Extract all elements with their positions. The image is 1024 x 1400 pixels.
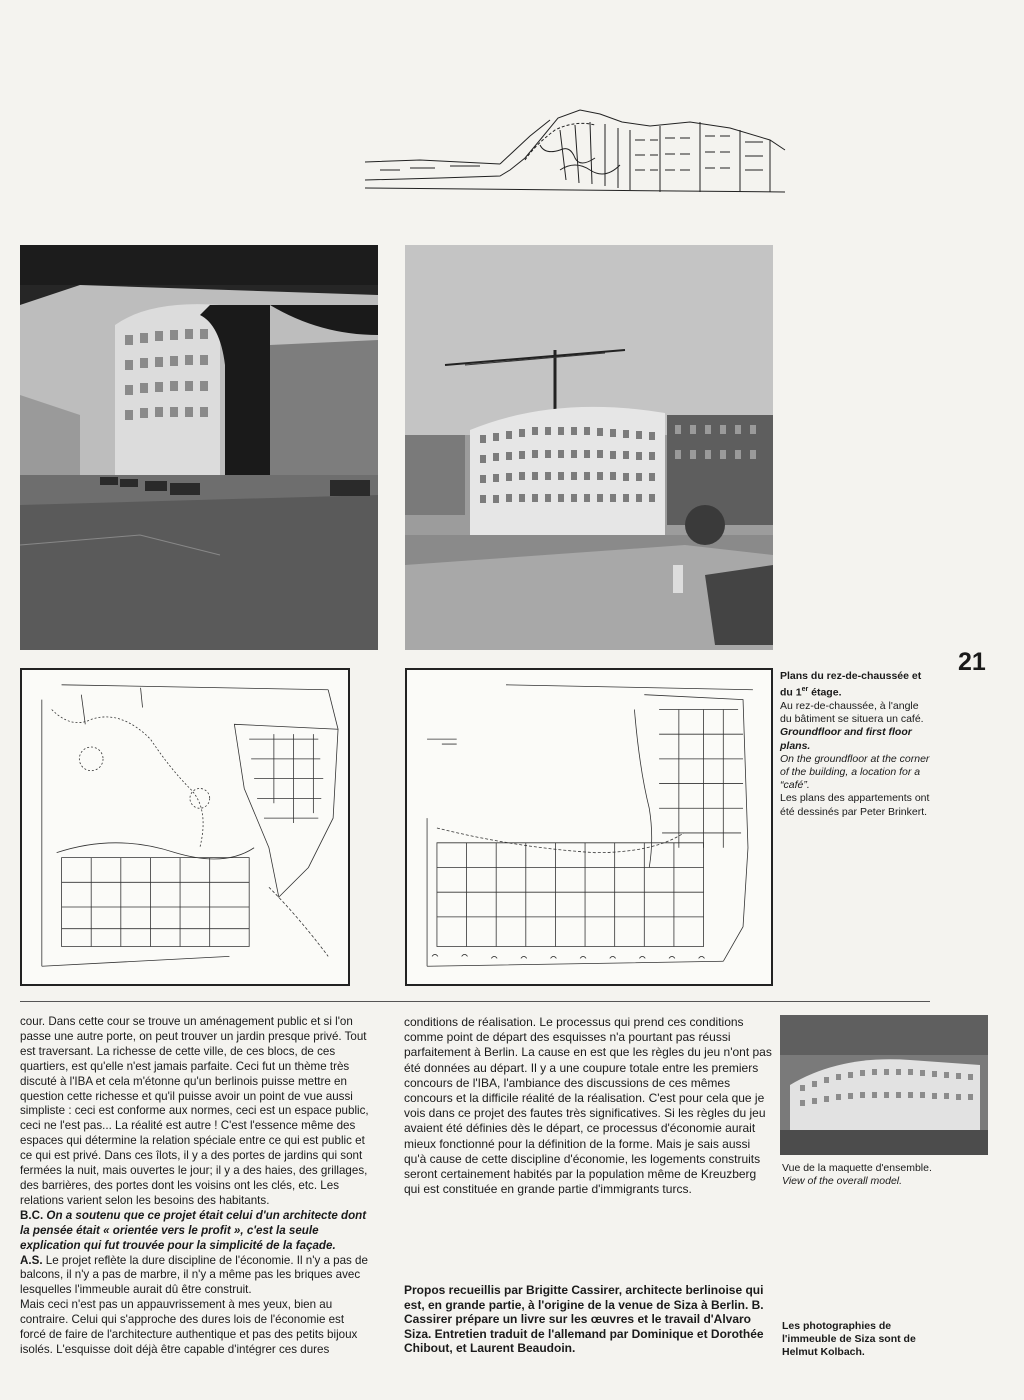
model-caption-fr: Vue de la maquette d'ensemble. [782,1162,932,1174]
model-caption [782,1162,932,1188]
plans-caption-fr-credit: Les plans des appartements ont été dessinés par Peter Brinkert. [780,792,930,818]
plans-caption-fr-title: Plans du rez-de-chaussée et du 1er étage. [780,670,922,699]
page-number: 21 [958,648,986,676]
building-sketch [360,100,790,196]
model-photo [780,1015,988,1155]
interview-credits: Propos recueillis par Brigitte Cassirer, architecte berlinoise qui est, en grande partie, à l'origine de la venue de Siza à Berlin. B. Cassirer prépare un livre sur les œuvres et le travail d'Alvaro Siza. Entretien traduit de l'allemand par Dominique et Dorothée Chibout, et Laurent Beaudoin. [404,1283,764,1356]
photo-credit: Les photographies de l'immeuble de Siza sont de Helmut Kolbach. [782,1320,916,1358]
plans-caption-en-title: Groundfloor and first floor plans. [780,726,912,752]
model-caption-en: View of the overall model. [782,1175,903,1188]
street-photo-under-railway [20,245,378,650]
interview-answer: A.S. Le projet reflète la dure discipline de l'économie. Il n'y a pas de balcons, il n'y a pas de marbre, il n'y a même pas les briques avec lesquelles l'immeuble aurait dû être construit. [20,1253,368,1297]
plans-caption-fr-text: Au rez-de-chaussée, à l'angle du bâtiment se situera un café. [780,699,924,726]
building-aerial-photo [405,245,773,650]
groundfloor-plan [20,668,350,986]
interview-paragraph: cour. Dans cette cour se trouve un aménagement public et si l'on passe une autre porte, on peut trouver un jardin presque privé. Tout est traversant. La richesse de cette ville, de ces blocs, de ces quartiers, est qu'elle n'est jamais parfaite. Ceci fut un thème très discuté à l'IBA et cela m'étonne qu'un berlinois puisse mettre en question cette richesse et qu'il puisse avoir un point de vue aussi simpliste : ceci est conforme aux normes, ceci est un espace public, ceci ne l'est pas... La réalité est autre ! C'est l'essence même des espaces qui détermine la relation spéciale entre ce qui est public et ce qui est privé. Dans ces îlots, il y a des portes de jardins qui sont fermées la nuit, mais ouvertes le jour; il y a des haies, des grillages, des barrières, des portes dont les voisins ont les clés, etc. Les relations varient selon les besoins des habitants. [20,1015,369,1207]
interview-column-1 [20,1015,372,1358]
firstfloor-plan [405,668,773,986]
interview-paragraph: Mais ceci n'est pas un appauvrissement à mes yeux, bien au contraire. Celui qui s'approche des dures lois de l'économie est forcé de faire de l'architecture authentique et pas des petits bijoux isolés. L'esquisse doit déjà être capable d'intégrer ces dures [20,1298,358,1356]
plans-caption [780,670,930,819]
interview-column-2 [404,1015,774,1197]
plans-caption-en-text: On the groundfloor at the corner of the building, a location for a “café”. [780,752,930,792]
interview-question: B.C. On a soutenu que ce projet était celui d'un architecte dont la pensée était « orientée vers le profit », c'est la seule explication qui fut trouvée pour la simplicité de la façade. [20,1208,367,1252]
interview-paragraph: conditions de réalisation. Le processus qui prend ces conditions comme point de départ des esquisses n'a pourtant pas réussi parfaitement à Berlin. La cause en est que les règles du jeu n'ont pas été données au départ. Il y a une coupure totale entre les premiers concours de l'IBA, l'ambiance des discussions de ces mêmes concours et la difficile réalité de la réalisation. C'est pour cela que je vois dans ce projet des fautes très significatives. Si les règles du jeu avaient été définies dès le départ, ce processus d'économie aurait mieux fonctionné pour la définition de la forme. Mais je sais aussi qu'à cause de cette discipline d'économie, les logements construits seront certainement habités par la population même de Kreuzberg qui est constituée en grande partie d'immigrants turcs. [404,1015,772,1197]
divider [20,1001,930,1002]
